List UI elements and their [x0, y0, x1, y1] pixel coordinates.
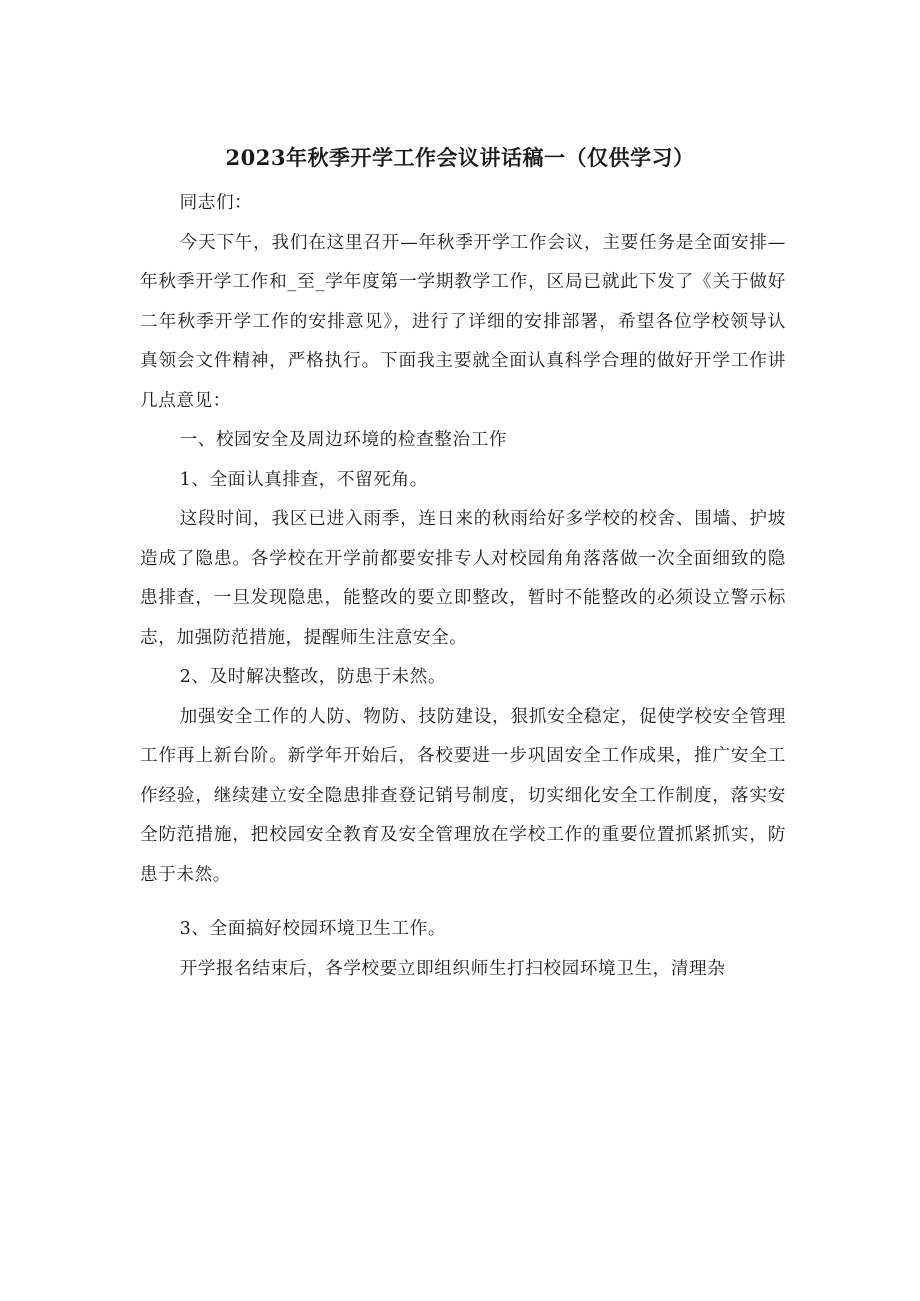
subheading-2: 2、及时解决整改，防患于未然。 — [179, 667, 447, 687]
paragraph-1: 这段时间，我区已进入雨季，连日来的秋雨给好多学校的校舍、围墙、护坡造成了隐患。各学校在开学前都要安排专人对校园角角落落做一次全面细致的隐患排查，一旦发现隐患，能整改的要立即整改，暂时不能整改的必须设立警示标志，加强防范措施，提醒师生注意安全。 — [140, 509, 786, 648]
salutation: 同志们： — [179, 193, 253, 213]
document-title: 2023年秋季开学工作会议讲话稿一（仅供学习） — [225, 145, 695, 170]
paragraph-2: 加强安全工作的人防、物防、技防建设，狠抓安全稳定，促使学校安全管理工作再上新台阶。新学年开始后，各校要进一步巩固安全工作成果，推广安全工作经验，继续建立安全隐患排查登记销号制度，切实细化安全工作制度，落实安全防范措施，把校园安全教育及安全管理放在学校工作的重要位置抓紧抓实，防患于未然。 — [140, 706, 786, 885]
paragraph-3: 开学报名结束后，各学校要立即组织师生打扫校园环境卫生，清理杂 — [179, 958, 726, 979]
document-body — [140, 184, 786, 989]
paragraph-intro: 今天下午，我们在这里召开—年秋季开学工作会议，主要任务是全面安排—年秋季开学工作和_至_学年度第一学期教学工作，区局已就此下发了《关于做好二年秋季开学工作的安排意见》，进行了详细的安排部署，希望各位学校领导认真领会文件精神，严格执行。下面我主要就全面认真科学合理的做好开学工作讲几点意见： — [140, 232, 786, 411]
subheading-3: 3、全面搞好校园环境卫生工作。 — [179, 919, 447, 939]
section-heading-1: 一、校园安全及周边环境的检查整治工作 — [179, 430, 508, 450]
subheading-1: 1、全面认真排查，不留死角。 — [179, 469, 428, 490]
